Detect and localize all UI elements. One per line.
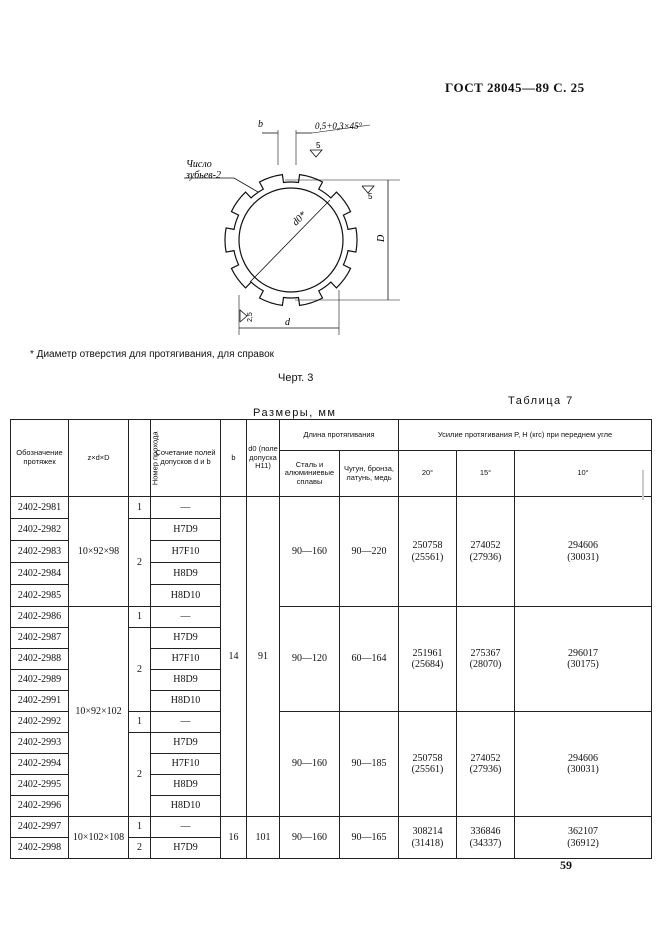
col-len-iron: Чугун, бронза, латунь, медь [340, 451, 399, 497]
row-code: 2402-2992 [11, 712, 69, 733]
col-angle-10: 10° [515, 451, 652, 497]
row-len-iron: 90—185 [340, 712, 399, 817]
row-pass: 2 [129, 733, 151, 817]
row-code: 2402-2987 [11, 628, 69, 649]
roughness-5a: 5 [316, 141, 321, 150]
dim-d: d [285, 317, 290, 328]
page-header: ГОСТ 28045—89 С. 25 [445, 80, 585, 95]
row-force-20: 250758 (25561) [399, 497, 457, 607]
row-force-15: 274052 (27936) [457, 497, 515, 607]
dim-d0: d0* [290, 209, 309, 229]
row-len-steel: 90—160 [280, 497, 340, 607]
row-len-steel: 90—160 [280, 712, 340, 817]
row-code: 2402-2994 [11, 754, 69, 775]
table-label: Таблица 7 [508, 395, 574, 407]
teeth-label-2: зубьев-2 [186, 170, 221, 181]
row-force-15: 275367 (28070) [457, 607, 515, 712]
col-len-steel: Сталь и алюминиевые сплавы [280, 451, 340, 497]
scan-mark [642, 470, 644, 500]
row-pass: 2 [129, 628, 151, 712]
row-force-20: 250758 (25561) [399, 712, 457, 817]
col-fits: Сочетание полей допусков d и b [151, 420, 221, 497]
row-code: 2402-2988 [11, 649, 69, 670]
row-b: 16 [221, 817, 247, 859]
row-pass: 2 [129, 519, 151, 607]
row-fit: H7F10 [151, 649, 221, 670]
col-force-group: Усилие протягивания P, Н (кгс) при переднем угле [399, 420, 652, 451]
row-force-10: 294606 (30031) [515, 712, 652, 817]
row-pass: 1 [129, 607, 151, 628]
row-force-10: 296017 (30175) [515, 607, 652, 712]
sizes-label: Размеры, мм [253, 407, 337, 419]
row-force-20: 308214 (31418) [399, 817, 457, 859]
roughness-5b: 5 [368, 192, 373, 201]
row-fit: — [151, 712, 221, 733]
row-pass: 1 [129, 497, 151, 519]
row-code: 2402-2995 [11, 775, 69, 796]
row-fit: H8D10 [151, 796, 221, 817]
row-zdD: 10×92×98 [69, 497, 129, 607]
page-number: 59 [560, 858, 572, 872]
row-fit: — [151, 607, 221, 628]
col-length-group: Длина протягивания [280, 420, 399, 451]
row-code: 2402-2984 [11, 563, 69, 585]
row-fit: H7F10 [151, 541, 221, 563]
roughness-25: 2,5 [247, 312, 254, 322]
row-code: 2402-2996 [11, 796, 69, 817]
col-zdD: z×d×D [69, 420, 129, 497]
row-force-15: 274052 (27936) [457, 712, 515, 817]
row-code: 2402-2993 [11, 733, 69, 754]
row-len-steel: 90—160 [280, 817, 340, 859]
row-code: 2402-2989 [11, 670, 69, 691]
row-fit: — [151, 817, 221, 838]
col-pass: Номер прохода [129, 420, 151, 497]
row-pass: 2 [129, 838, 151, 859]
row-code: 2402-2998 [11, 838, 69, 859]
row-code: 2402-2981 [11, 497, 69, 519]
row-zdD: 10×92×102 [69, 607, 129, 817]
col-designation: Обозначение протяжек [11, 420, 69, 497]
row-b: 14 [221, 497, 247, 817]
row-code: 2402-2997 [11, 817, 69, 838]
row-d0: 101 [247, 817, 280, 859]
col-b: b [221, 420, 247, 497]
row-fit: H8D9 [151, 670, 221, 691]
row-force-10: 362107 (36912) [515, 817, 652, 859]
row-fit: H8D9 [151, 775, 221, 796]
row-code: 2402-2985 [11, 585, 69, 607]
footnote: * Диаметр отверстия для протягивания, для справок [30, 349, 275, 360]
dim-chamfer: 0,5+0,3×45° [315, 121, 363, 131]
row-force-15: 336846 (34337) [457, 817, 515, 859]
row-fit: H8D9 [151, 563, 221, 585]
row-fit: H7D9 [151, 628, 221, 649]
row-d0: 91 [247, 497, 280, 817]
row-len-steel: 90—120 [280, 607, 340, 712]
row-code: 2402-2982 [11, 519, 69, 541]
row-fit: H8D10 [151, 691, 221, 712]
row-fit: — [151, 497, 221, 519]
figure-caption: Черт. 3 [278, 372, 314, 384]
dim-b: b [258, 119, 263, 130]
broach-table [10, 419, 652, 859]
col-angle-20: 20° [399, 451, 457, 497]
row-fit: H7F10 [151, 754, 221, 775]
row-fit: H8D10 [151, 585, 221, 607]
teeth-label-1: Число [186, 159, 212, 170]
row-zdD: 10×102×108 [69, 817, 129, 859]
col-d0: d0 (поле допуска H11) [247, 420, 280, 497]
row-len-iron: 90—220 [340, 497, 399, 607]
spline-drawing [150, 100, 450, 345]
row-pass: 1 [129, 817, 151, 838]
row-fit: H7D9 [151, 733, 221, 754]
row-fit: H7D9 [151, 519, 221, 541]
dim-D: D [376, 234, 387, 242]
row-len-iron: 60—164 [340, 607, 399, 712]
row-code: 2402-2991 [11, 691, 69, 712]
row-code: 2402-2986 [11, 607, 69, 628]
row-force-10: 294606 (30031) [515, 497, 652, 607]
row-pass: 1 [129, 712, 151, 733]
col-angle-15: 15° [457, 451, 515, 497]
row-len-iron: 90—165 [340, 817, 399, 859]
row-fit: H7D9 [151, 838, 221, 859]
row-force-20: 251961 (25684) [399, 607, 457, 712]
row-code: 2402-2983 [11, 541, 69, 563]
